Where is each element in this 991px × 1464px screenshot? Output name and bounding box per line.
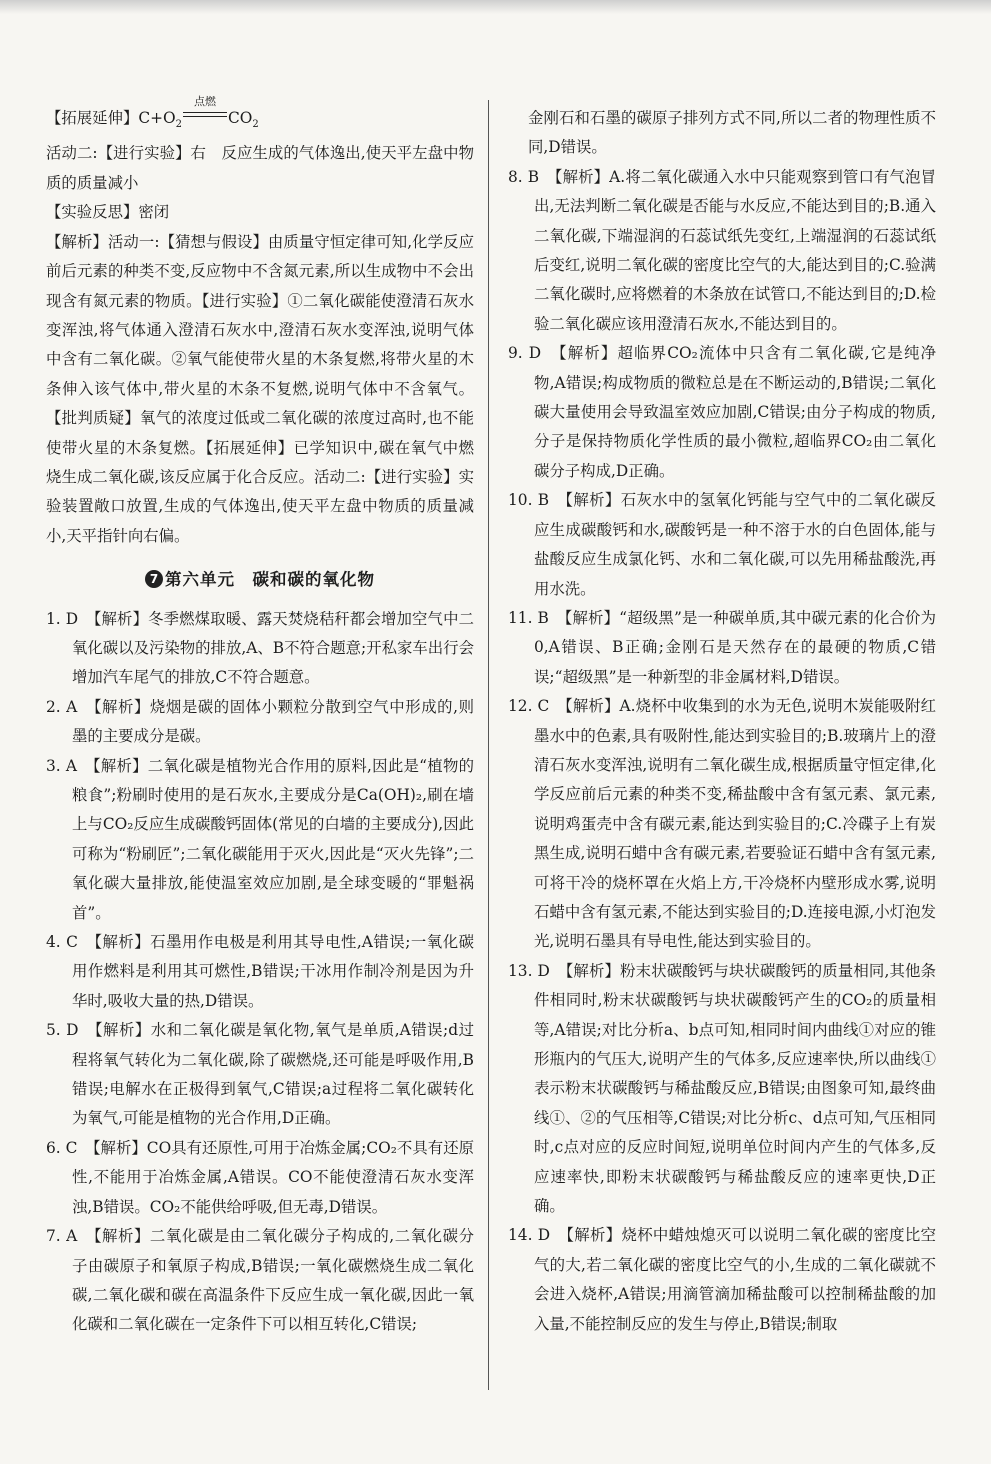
question-14: 14. D 【解析】烧杯中蜡烛熄灭可以说明二氧化碳的密度比空气的大,若二氧化碳的密度比空气的小,生成的二氧化碳就不会进入烧杯,A错误;用滴管滴加稀盐酸可以控制稀盐酸的加入量,不能控制反应的发生与停止,B错误;制取 bbox=[508, 1226, 936, 1333]
question-4: 4. C 【解析】石墨用作电极是利用其导电性,A错误;一氧化碳用作燃料是利用其可燃性,B错误;干冰用作制冷剂是因为升华时,吸收大量的热,D错误。 bbox=[46, 933, 474, 1010]
reaction-arrow bbox=[183, 95, 227, 123]
analysis: 【解析】活动一:【猜想与假设】由质量守恒定律可知,化学反应前后元素的种类不变,反应物中不含氮元素,所以生成物中不会出现含有氮元素的物质。【进行实验】①二氧化碳能使澄清石灰水变浑浊,将气体通入澄清石灰水中,澄清石灰水变浑浊,说明气体中含有二氧化碳。②氧气能使带火星的木条复燃,将带火星的木条伸入该气体中,带火星的木条不复燃,说明气体中不含氧气。【批判质疑】氧气的浓度过低或二氧化碳的浓度过高时,也不能使带火星的木条复燃。【拓展延伸】已学知识中,碳在氧气中燃烧生成二氧化碳,该反应属于化合反应。活动二:【进行实验】实验装置敞口放置,生成的气体逸出,使天平左盘中物质的质量减小,天平指针向右偏。 bbox=[46, 232, 474, 545]
scan-top-band bbox=[0, 0, 991, 14]
activity-two: 活动二:【进行实验】右 反应生成的气体逸出,使天平左盘中物质的质量减小 bbox=[46, 144, 474, 192]
question-5: 5. D 【解析】水和二氧化碳是氧化物,氧气是单质,A错误;d过程将氧气转化为二氧化碳,除了碳燃烧,还可能是呼吸作用,B错误;电解水在正极得到氧气,C错误;a过程将二氧化碳转化为氧气,可能是植物的光合作用,D正确。 bbox=[46, 1021, 474, 1128]
column-divider bbox=[488, 100, 489, 1390]
equation-right: CO bbox=[228, 109, 253, 127]
question-13: 13. D 【解析】粉末状碳酸钙与块状碳酸钙的质量相同,其他条件相同时,粉末状碳酸钙与块状碳酸钙产生的CO₂的质量相等,A错误;对比分析a、b点可知,相同时间内曲线①对应的锥形瓶内的气压大,说明产生的气体多,反应速率快,所以曲线①表示粉末状碳酸钙与稀盐酸反应,B错误;由图象可知,最终曲线①、②的气压相等,C错误;对比分析c、d点可知,气压相同时,c点对应的反应时间短,说明单位时间内产生的气体多,反应速率快,即粉末状碳酸钙与稀盐酸反应的速率更快,D正确。 bbox=[508, 961, 936, 1216]
question-10: 10. B 【解析】石灰水中的氢氧化钙能与空气中的二氧化碳反应生成碳酸钙和水,碳酸钙是一种不溶于水的白色固体,能与盐酸反应生成氯化钙、水和二氧化碳,可以先用稀盐酸洗,再用水洗。 bbox=[508, 491, 936, 598]
question-3: 3. A 【解析】二氧化碳是植物光合作用的原料,因此是“植物的粮食”;粉刷时使用的是石灰水,主要成分是Ca(OH)₂,刷在墙上与CO₂反应生成碳酸钙固体(常见的白墙的主要成分),因此可称为“粉刷匠”;二氧化碳能用于灭火,因此是“灭火先锋”;二氧化碳大量排放,能使温室效应加剧,是全球变暖的“罪魁祸首”。 bbox=[46, 756, 474, 922]
question-8: 8. B 【解析】A.将二氧化碳通入水中只能观察到管口有气泡冒出,无法判断二氧化碳是否能与水反应,不能达到目的;B.通入二氧化碳,下端湿润的石蕊试纸先变红,上端湿润的石蕊试纸后变红,说明二氧化碳的密度比空气的大,能达到目的;C.验满二氧化碳时,应将燃着的木条放在试管口,不能达到目的;D.检验二氧化碳应该用澄清石灰水,不能达到目的。 bbox=[508, 167, 936, 333]
question-9: 9. D 【解析】超临界CO₂流体中只含有二氧化碳,它是纯净物,A错误;构成物质的微粒总是在不断运动的,B错误;二氧化碳大量使用会导致温室效应加剧,C错误;由分子构成的物质,分子是保持物质化学性质的最小微粒,超临界CO₂由二氧化碳分子构成,D正确。 bbox=[508, 344, 936, 480]
question-2: 2. A 【解析】烧烟是碳的固体小颗粒分散到空气中形成的,则墨的主要成分是碳。 bbox=[46, 697, 474, 746]
question-6: 6. C 【解析】CO具有还原性,可用于冶炼金属;CO₂不具有还原性,不能用于冶炼金属,A错误。CO不能使澄清石灰水变浑浊,B错误。CO₂不能供给呼吸,但无毒,D错误。 bbox=[46, 1138, 474, 1216]
unit-number-badge: 7 bbox=[145, 570, 163, 588]
equation-line bbox=[46, 95, 474, 139]
question-7-continued: 金刚石和石墨的碳原子排列方式不同,所以二者的物理性质不同,D错误。 bbox=[528, 109, 936, 157]
unit-title: 第六单元 碳和碳的氧化物 bbox=[165, 570, 375, 590]
question-12: 12. C 【解析】A.烧杯中收集到的水为无色,说明木炭能吸附红墨水中的色素,具有吸附性,能达到实验目的;B.玻璃片上的澄清石灰水变浑浊,说明有二氧化碳生成,根据质量守恒定律,化学反应前后元素的种类不变,稀盐酸中含有氢元素、氯元素,说明鸡蛋壳中含有碳元素,能达到实验目的;C.冷碟子上有炭黑生成,说明石蜡中含有碳元素,若要验证石蜡中含有氢元素,可将干冷的烧杯罩在火焰上方,干冷烧杯内壁形成水雾,说明石蜡中含有氢元素,不能达到实验目的;D.连接电源,小灯泡发光,说明石墨具有导电性,能达到实验目的。 bbox=[508, 697, 936, 951]
unit-heading bbox=[46, 565, 474, 594]
left-column bbox=[46, 95, 474, 1340]
question-1: 1. D 【解析】冬季燃煤取暖、露天焚烧秸秆都会增加空气中二氧化碳以及污染物的排放,A、B不符合题意;开私家车出行会增加汽车尾气的排放,C不符合题意。 bbox=[46, 609, 474, 687]
equation-left: 【拓展延伸】C+O bbox=[46, 109, 176, 127]
reflection: 【实验反思】密闭 bbox=[46, 203, 170, 222]
reaction-condition: 点燃 bbox=[194, 95, 217, 108]
equation-sub: 2 bbox=[175, 119, 183, 131]
question-7: 7. A 【解析】二氧化碳是由二氧化碳分子构成的,二氧化碳分子由碳原子和氧原子构成,B错误;一氧化碳燃烧生成二氧化碳,二氧化碳和碳在高温条件下反应生成一氧化碳,因此一氧化碳和二氧化碳在一定条件下可以相互转化,C错误; bbox=[46, 1227, 474, 1334]
question-11: 11. B 【解析】“超级黑”是一种碳单质,其中碳元素的化合价为0,A错误、B正确;金刚石是天然存在的最硬的物质,C错误;“超级黑”是一种新型的非金属材料,D错误。 bbox=[508, 608, 936, 686]
equation-sub2: 2 bbox=[252, 119, 259, 131]
right-column bbox=[508, 104, 936, 1339]
